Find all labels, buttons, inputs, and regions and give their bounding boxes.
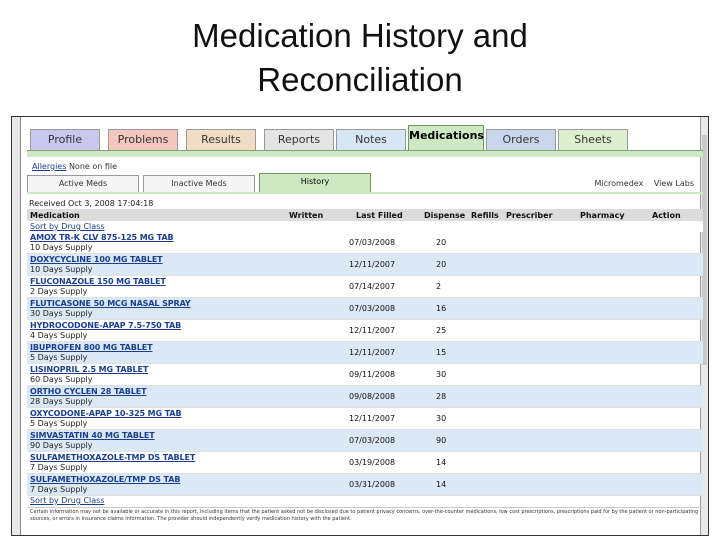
view-labs-link[interactable]: View Labs: [653, 179, 694, 188]
col-dispense[interactable]: Dispense: [424, 211, 466, 220]
table-row: [27, 364, 703, 386]
medication-history-table: [27, 209, 703, 523]
last-filled-date: 12/11/2007: [349, 348, 396, 357]
tab-underline: [27, 150, 703, 157]
last-filled-date: 07/03/2008: [349, 238, 396, 247]
table-row: [27, 232, 703, 254]
footer-sort-link[interactable]: Sort by Drug Class: [30, 496, 105, 505]
subtab-inactive-meds[interactable]: Inactive Meds: [143, 175, 255, 193]
table-row: [27, 320, 703, 342]
days-supply: 30 Days Supply: [30, 309, 93, 318]
drug-name-link[interactable]: LISINOPRIL 2.5 MG TABLET: [30, 365, 149, 374]
drug-name-link[interactable]: DOXYCYCLINE 100 MG TABLET: [30, 255, 163, 264]
tab-orders[interactable]: Orders: [486, 129, 556, 151]
drug-name-link[interactable]: AMOX TR-K CLV 875-125 MG TAB: [30, 233, 174, 242]
dispense-qty: 16: [436, 304, 447, 313]
days-supply: 7 Days Supply: [30, 485, 88, 494]
dispense-qty: 2: [436, 282, 442, 291]
days-supply: 90 Days Supply: [30, 441, 93, 450]
drug-name-link[interactable]: HYDROCODONE-APAP 7.5-750 TAB: [30, 321, 182, 330]
dispense-qty: 15: [436, 348, 447, 357]
table-row: [27, 254, 703, 276]
col-medication[interactable]: Medication: [30, 211, 80, 220]
days-supply: 7 Days Supply: [30, 463, 88, 472]
table-row: [27, 452, 703, 474]
days-supply: 60 Days Supply: [30, 375, 93, 384]
sort-by-drug-class-link[interactable]: Sort by Drug Class: [30, 222, 105, 231]
subtab-history[interactable]: History: [259, 173, 371, 193]
col-prescriber[interactable]: Prescriber: [506, 211, 553, 220]
days-supply: 28 Days Supply: [30, 397, 93, 406]
dispense-qty: 20: [436, 260, 447, 269]
tab-notes[interactable]: Notes: [336, 129, 406, 151]
drug-name-link[interactable]: ORTHO CYCLEN 28 TABLET: [30, 387, 147, 396]
slide-title-line2: Reconciliation: [257, 61, 463, 98]
table-row: [27, 386, 703, 408]
days-supply: 5 Days Supply: [30, 353, 88, 362]
days-supply: 5 Days Supply: [30, 419, 88, 428]
table-row: [27, 342, 703, 364]
drug-name-link[interactable]: FLUCONAZOLE 150 MG TABLET: [30, 277, 166, 286]
tab-reports[interactable]: Reports: [264, 129, 334, 151]
drug-name-link[interactable]: SULFAMETHOXAZOLE/TMP DS TAB: [30, 475, 181, 484]
dispense-qty: 25: [436, 326, 447, 335]
dispense-qty: 28: [436, 392, 447, 401]
sort-row: [27, 221, 703, 232]
last-filled-date: 07/03/2008: [349, 304, 396, 313]
received-timestamp: Received Oct 3, 2008 17:04:18: [29, 199, 154, 208]
days-supply: 2 Days Supply: [30, 287, 88, 296]
table-row: [27, 408, 703, 430]
col-action[interactable]: Action: [652, 211, 681, 220]
footer-sort-row: [27, 496, 703, 506]
days-supply: 10 Days Supply: [30, 243, 93, 252]
last-filled-date: 07/14/2007: [349, 282, 396, 291]
dispense-qty: 20: [436, 238, 447, 247]
main-tabs: [27, 125, 707, 151]
drug-name-link[interactable]: SIMVASTATIN 40 MG TABLET: [30, 431, 155, 440]
tab-sheets[interactable]: Sheets: [558, 129, 628, 151]
last-filled-date: 12/11/2007: [349, 326, 396, 335]
dispense-qty: 30: [436, 414, 447, 423]
tab-medications[interactable]: Medications: [408, 125, 484, 152]
col-written[interactable]: Written: [289, 211, 324, 220]
col-refills[interactable]: Refills: [471, 211, 499, 220]
table-row: [27, 474, 703, 496]
last-filled-date: 12/11/2007: [349, 414, 396, 423]
window-frame-left: [12, 117, 21, 535]
last-filled-date: 12/11/2007: [349, 260, 396, 269]
days-supply: 4 Days Supply: [30, 331, 88, 340]
col-last-filled[interactable]: Last Filled: [356, 211, 403, 220]
dispense-qty: 14: [436, 480, 447, 489]
last-filled-date: 09/08/2008: [349, 392, 396, 401]
subtab-underline: [27, 192, 703, 194]
last-filled-date: 03/31/2008: [349, 480, 396, 489]
allergies-link[interactable]: Allergies: [32, 162, 67, 171]
table-header: [27, 209, 703, 221]
allergies-value: None on file: [68, 162, 118, 171]
slide-title-line1: Medication History and: [192, 17, 528, 54]
drug-name-link[interactable]: IBUPROFEN 800 MG TABLET: [30, 343, 153, 352]
table-row: [27, 430, 703, 452]
drug-name-link[interactable]: FLUTICASONE 50 MCG NASAL SPRAY: [30, 299, 191, 308]
disclaimer-text: Certain information may not be available or accurate in this report, including items that the patient asked not be disclosed due to patient privacy concerns, over-the-counter medications, low cost prescriptions, prescriptions paid for by the patient or non-participating sources, or errors in insurance claims information. The provider should independently verify medication history with the patient.: [27, 507, 703, 523]
dispense-qty: 14: [436, 458, 447, 467]
subtab-active-meds[interactable]: Active Meds: [27, 175, 139, 193]
tab-profile[interactable]: Profile: [30, 129, 100, 151]
allergies-line: [32, 162, 117, 171]
days-supply: 10 Days Supply: [30, 265, 93, 274]
ehr-screenshot: [11, 116, 709, 536]
table-row: [27, 276, 703, 298]
micromedex-link[interactable]: Micromedex: [594, 179, 644, 188]
dispense-qty: 30: [436, 370, 447, 379]
drug-name-link[interactable]: OXYCODONE-APAP 10-325 MG TAB: [30, 409, 182, 418]
last-filled-date: 07/03/2008: [349, 436, 396, 445]
tab-problems[interactable]: Problems: [108, 129, 178, 151]
extra-links: [586, 179, 694, 188]
dispense-qty: 90: [436, 436, 447, 445]
col-pharmacy[interactable]: Pharmacy: [580, 211, 625, 220]
slide-title: [0, 14, 720, 102]
tab-results[interactable]: Results: [186, 129, 256, 151]
drug-name-link[interactable]: SULFAMETHOXAZOLE-TMP DS TABLET: [30, 453, 196, 462]
last-filled-date: 03/19/2008: [349, 458, 396, 467]
last-filled-date: 09/11/2008: [349, 370, 396, 379]
table-row: [27, 298, 703, 320]
